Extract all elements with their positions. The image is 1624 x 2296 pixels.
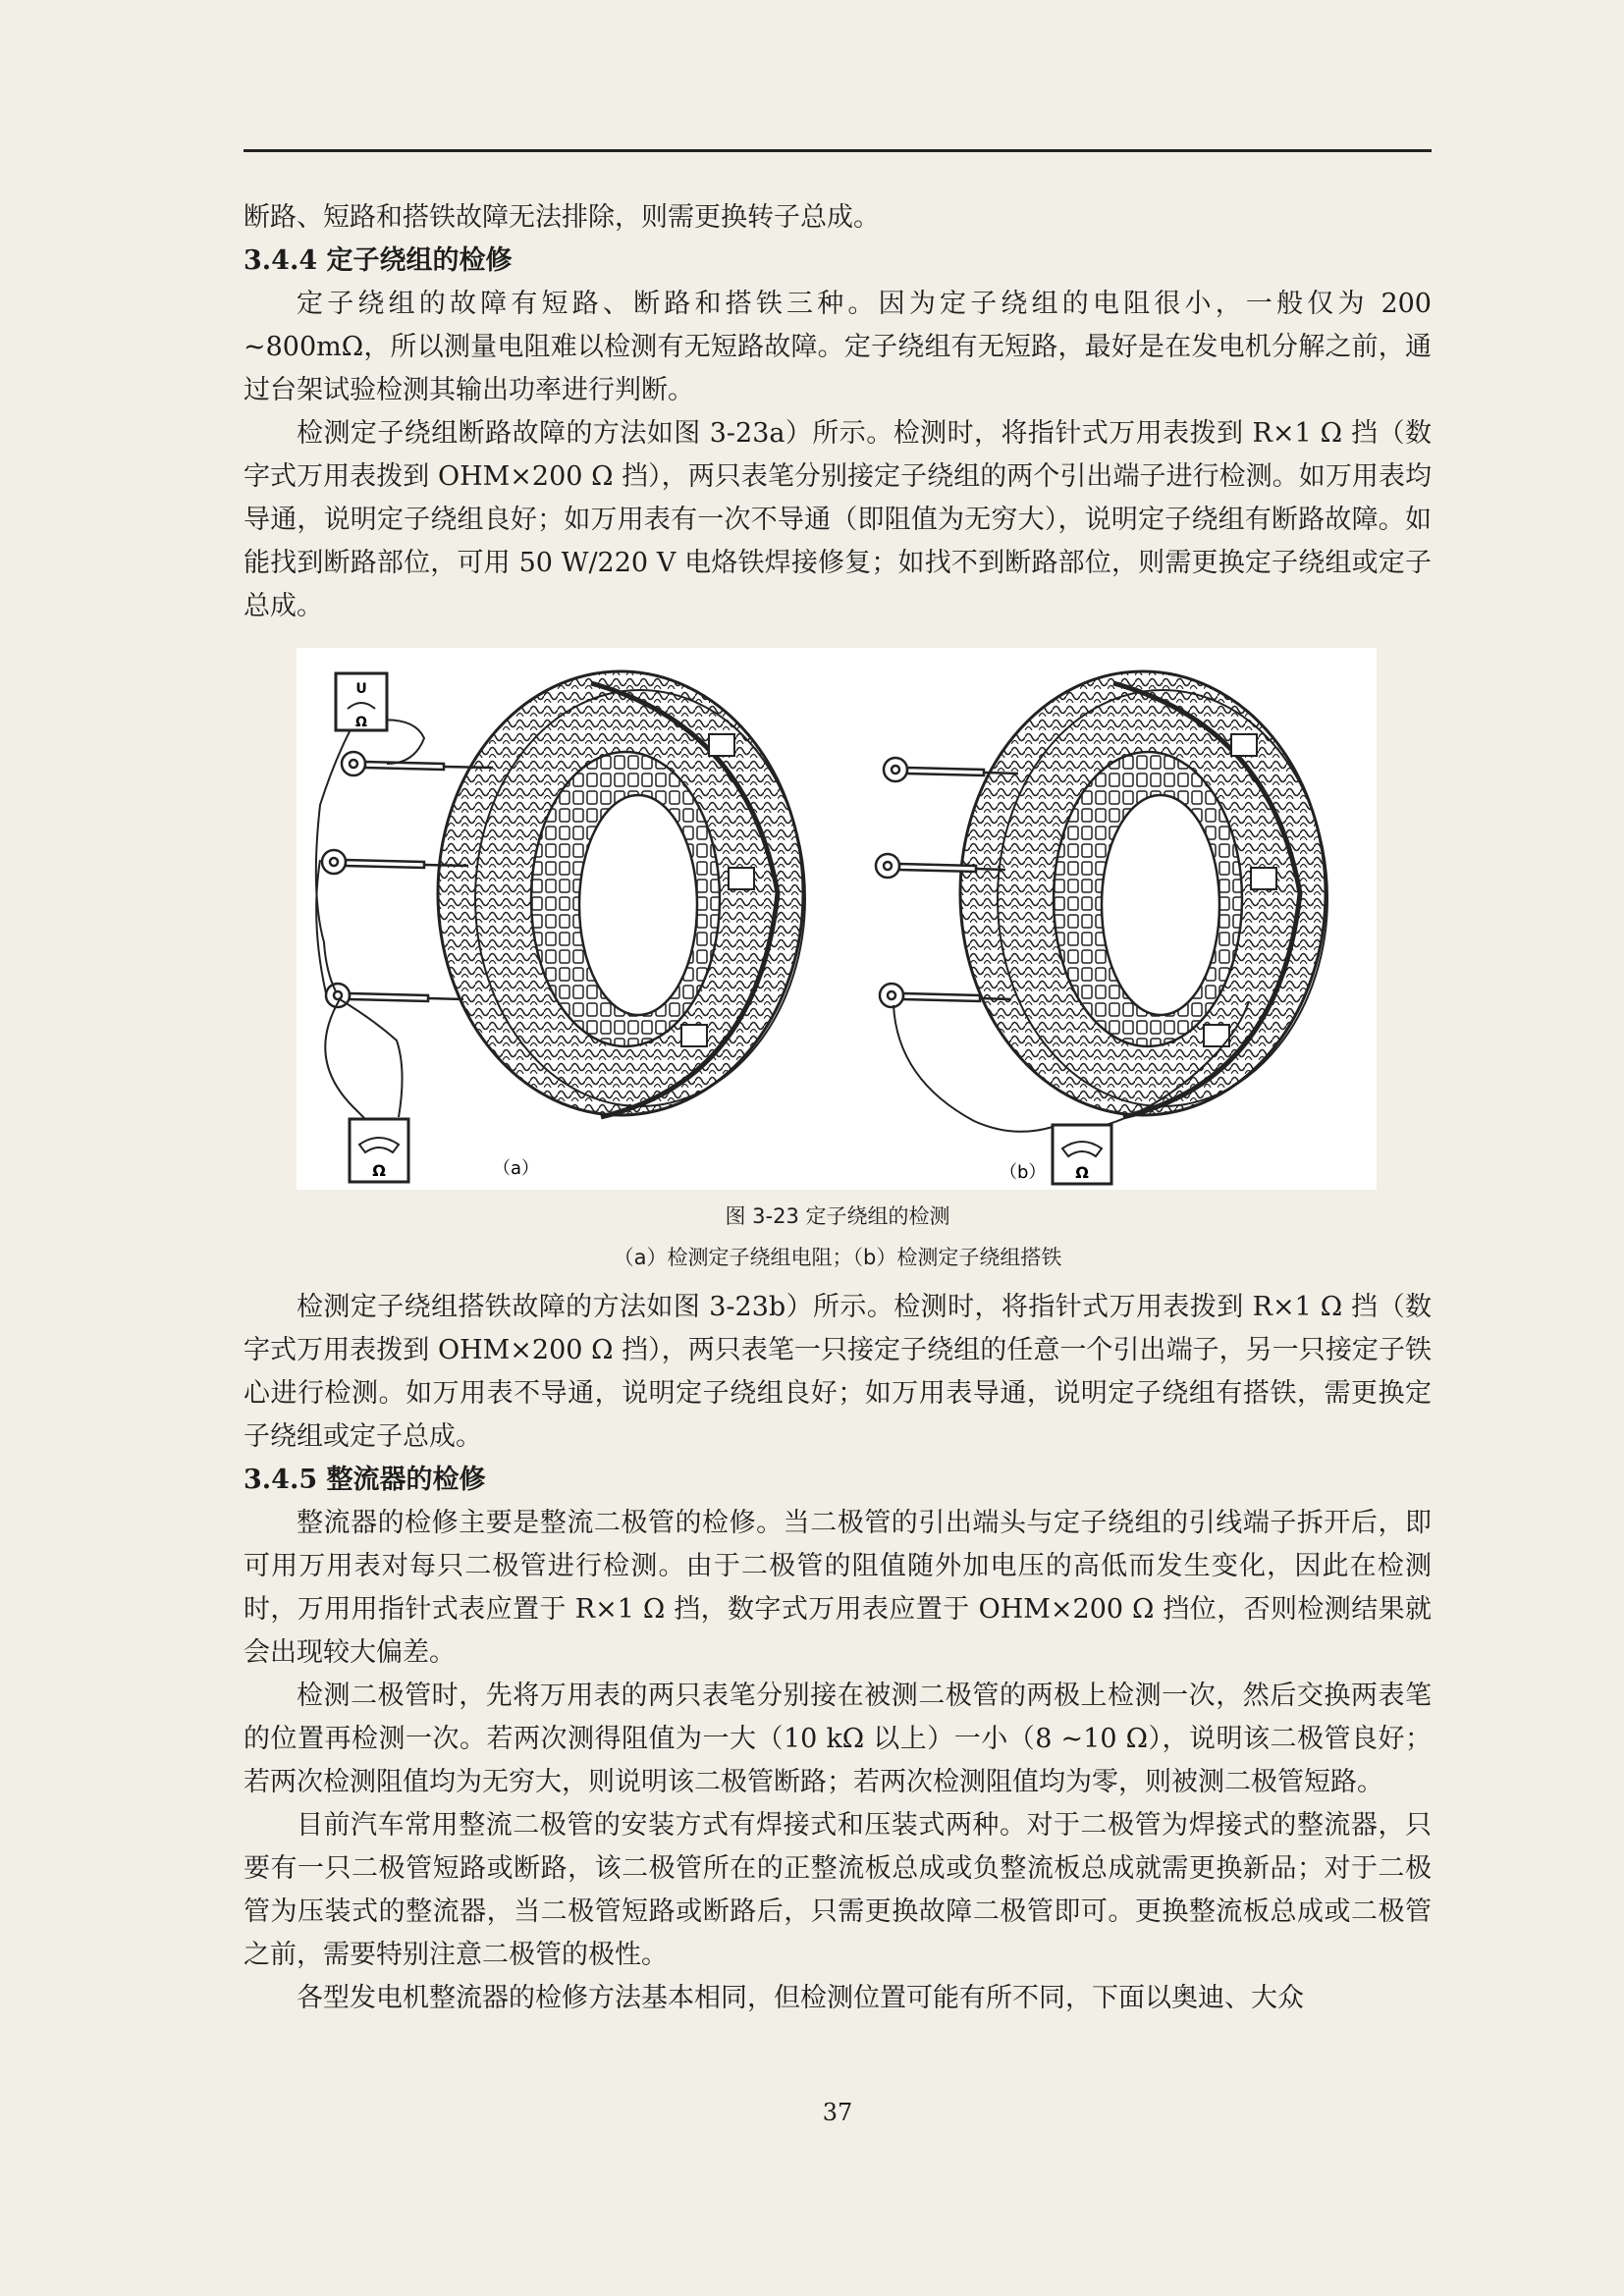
section-heading: 3.4.5 整流器的检修: [244, 1465, 486, 1495]
header-rule: [244, 149, 1432, 152]
page-number: 37: [822, 2099, 853, 2126]
paragraph: 定子绕组的故障有短路、断路和搭铁三种。因为定子绕组的电阻很小，一般仅为 200 ~800mΩ，所以测量电阻难以检测有无短路故障。定子绕组有无短路，最好是在发电机分解之前，通过台架试验检测其输出功率进行判断。: [244, 289, 1432, 405]
text-block-bottom: [244, 1286, 1432, 2020]
paragraph: 检测定子绕组断路故障的方法如图 3-23a）所示。检测时，将指针式万用表拨到 R×1 Ω 挡（数字式万用表拨到 OHM×200 Ω 挡），两只表笔分别接定子绕组的两个引出端子进行检测。如万用表均导通，说明定子绕组良好；如万用表有一次不导通（即阻值为无穷大），说明定子绕组有断路故障。如能找到断路部位，可用 50 W/220 V 电烙铁焊接修复；如找不到断路部位，则需更换定子绕组或定子总成。: [244, 418, 1432, 621]
panel-a-label: （a）: [493, 1158, 540, 1179]
meter-top-symbol: U: [355, 681, 367, 697]
meter-ohm-symbol: Ω: [372, 1161, 386, 1180]
multimeter-bottom-b: [1053, 1125, 1111, 1184]
section-heading: 3.4.4 定子绕组的检修: [244, 245, 513, 276]
figure-caption-subtitle: （a）检测定子绕组电阻；（b）检测定子绕组搭铁: [613, 1246, 1062, 1269]
paragraph: 断路、短路和搭铁故障无法排除，则需更换转子总成。: [244, 202, 880, 233]
paragraph: 整流器的检修主要是整流二极管的检修。当二极管的引出端头与定子绕组的引线端子拆开后，即可用万用表对每只二极管进行检测。由于二极管的阻值随外加电压的高低而发生变化，因此在检测时，万用用指针式表应置于 R×1 Ω 挡，数字式万用表应置于 OHM×200 Ω 挡位，否则检测结果就会出现较大偏差。: [244, 1508, 1432, 1668]
multimeter-top-a: [336, 673, 387, 730]
panel-b-label: （b）: [1000, 1162, 1047, 1183]
paragraph: 各型发电机整流器的检修方法基本相同，但检测位置可能有所不同，下面以奥迪、大众: [297, 1983, 1304, 2013]
stator-illustration: [297, 648, 1377, 1190]
text-block-top: [244, 196, 1432, 628]
meter-ohm-symbol: Ω: [355, 715, 367, 730]
paragraph: 目前汽车常用整流二极管的安装方式有焊接式和压装式两种。对于二极管为焊接式的整流器，只要有一只二极管短路或断路，该二极管所在的正整流板总成或负整流板总成就需更换新品；对于二极管为压装式的整流器，当二极管短路或断路后，只需更换故障二极管即可。更换整流板总成或二极管之前，需要特别注意二极管的极性。: [244, 1810, 1432, 1970]
paragraph: 检测二极管时，先将万用表的两只表笔分别接在被测二极管的两极上检测一次，然后交换两表笔的位置再检测一次。若两次测得阻值为一大（10 kΩ 以上）一小（8 ~10 Ω），说明该二极管良好；若两次检测阻值均为无穷大，则说明该二极管断路；若两次检测阻值均为零，则被测二极管短路。: [244, 1681, 1432, 1797]
multimeter-bottom-a: [350, 1119, 408, 1182]
stator-b: [960, 671, 1327, 1117]
figure-3-23: [297, 648, 1377, 1190]
meter-ohm-symbol: Ω: [1075, 1163, 1089, 1182]
stator-a: [438, 671, 805, 1117]
figure-caption-title: 图 3-23 定子绕组的检测: [725, 1204, 950, 1228]
paragraph: 检测定子绕组搭铁故障的方法如图 3-23b）所示。检测时，将指针式万用表拨到 R×1 Ω 挡（数字式万用表拨到 OHM×200 Ω 挡），两只表笔一只接定子绕组的任意一个引出端子，另一只接定子铁心进行检测。如万用表不导通，说明定子绕组良好；如万用表导通，说明定子绕组有搭铁，需更换定子绕组或定子总成。: [244, 1292, 1432, 1452]
probe-wires-a: [316, 720, 424, 1129]
